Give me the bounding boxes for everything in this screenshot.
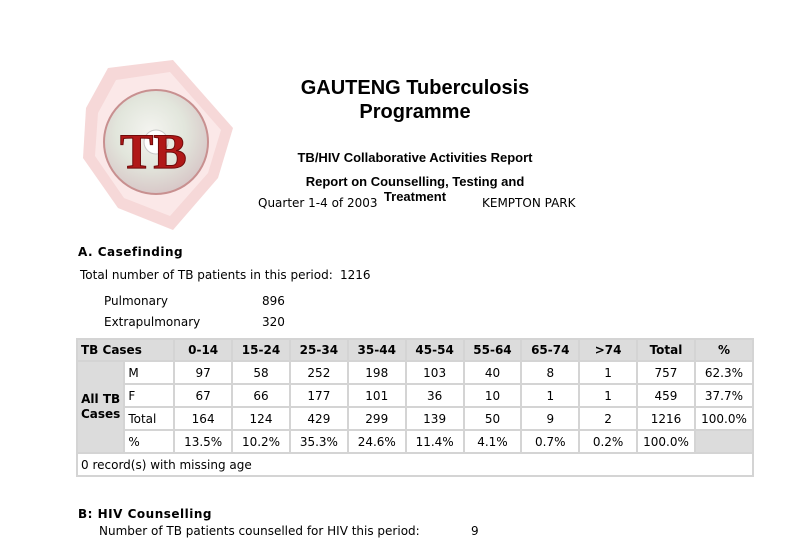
table-cell: 66 — [233, 385, 289, 406]
counselled-value: 9 — [471, 524, 479, 538]
missing-age-note: 0 record(s) with missing age — [78, 454, 752, 475]
header-age-15-24: 15-24 — [233, 340, 289, 360]
total-patients-value: 1216 — [340, 268, 371, 282]
header-percent: % — [696, 340, 752, 360]
table-cell: 9 — [522, 408, 578, 429]
table-cell: 40 — [465, 362, 521, 383]
table-cell: 62.3% — [696, 362, 752, 383]
table-cell: 429 — [291, 408, 347, 429]
table-cell: 100.0% — [696, 408, 752, 429]
table-cell: 1 — [580, 362, 636, 383]
table-cell: 177 — [291, 385, 347, 406]
table-cell: 100.0% — [638, 431, 694, 452]
header-age-25-34: 25-34 — [291, 340, 347, 360]
district-name: KEMPTON PARK — [482, 196, 576, 210]
table-cell: 8 — [522, 362, 578, 383]
header-total: Total — [638, 340, 694, 360]
table-cell: 97 — [175, 362, 231, 383]
header-age-35-44: 35-44 — [349, 340, 405, 360]
table-cell: 36 — [407, 385, 463, 406]
table-cell: 1 — [580, 385, 636, 406]
table-cell: 103 — [407, 362, 463, 383]
table-row-missing-note — [78, 454, 752, 475]
logo-text: TB — [120, 123, 187, 179]
pulmonary-label: Pulmonary — [104, 294, 168, 308]
group-label-line-1: All TB — [81, 392, 121, 406]
table-row-male — [78, 362, 752, 383]
table-cell: 37.7% — [696, 385, 752, 406]
table-cell: 252 — [291, 362, 347, 383]
tb-logo — [78, 58, 238, 233]
table-cell: 101 — [349, 385, 405, 406]
table-row-female — [78, 385, 752, 406]
subtitle-counselling: Report on Counselling, Testing and Treatment — [305, 174, 525, 204]
report-period: Quarter 1-4 of 2003 — [258, 196, 378, 210]
section-b-heading: B: HIV Counselling — [78, 507, 212, 521]
report-title — [280, 76, 550, 124]
header-age-over-74: >74 — [580, 340, 636, 360]
table-row-total — [78, 408, 752, 429]
table-cell: 67 — [175, 385, 231, 406]
table-cell: 124 — [233, 408, 289, 429]
title-line-1: GAUTENG Tuberculosis — [300, 77, 530, 99]
group-label-line-2: Cases — [81, 407, 121, 421]
table-cell: 13.5% — [175, 431, 231, 452]
row-label: M — [125, 362, 173, 383]
table-cell: 10 — [465, 385, 521, 406]
table-header-row — [78, 340, 752, 360]
extrapulmonary-label: Extrapulmonary — [104, 315, 201, 329]
extrapulmonary-value: 320 — [262, 315, 285, 329]
table-cell: 11.4% — [407, 431, 463, 452]
row-label: Total — [125, 408, 173, 429]
table-cell: 1 — [522, 385, 578, 406]
row-label: % — [125, 431, 173, 452]
table-cell: 299 — [349, 408, 405, 429]
table-cell: 0.7% — [522, 431, 578, 452]
table-cell: 2 — [580, 408, 636, 429]
header-age-45-54: 45-54 — [407, 340, 463, 360]
table-cell: 24.6% — [349, 431, 405, 452]
table-row-percent — [78, 431, 752, 452]
table-cell: 4.1% — [465, 431, 521, 452]
group-label-all-tb-cases — [78, 362, 123, 452]
table-cell: 58 — [233, 362, 289, 383]
header-tb-cases: TB Cases — [78, 340, 173, 360]
pulmonary-value: 896 — [262, 294, 285, 308]
section-a-heading: A. Casefinding — [78, 245, 184, 259]
row-label: F — [125, 385, 173, 406]
table-cell: 757 — [638, 362, 694, 383]
subtitle-collaborative: TB/HIV Collaborative Activities Report — [297, 150, 533, 165]
title-line-2: Programme — [359, 101, 471, 123]
table-cell: 50 — [465, 408, 521, 429]
tb-cases-table — [76, 338, 754, 477]
table-cell: 1216 — [638, 408, 694, 429]
table-cell: 10.2% — [233, 431, 289, 452]
header-age-0-14: 0-14 — [175, 340, 231, 360]
table-cell: 35.3% — [291, 431, 347, 452]
total-patients-label: Total number of TB patients in this period: — [80, 268, 333, 282]
table-cell: 459 — [638, 385, 694, 406]
counselled-label: Number of TB patients counselled for HIV this period: — [99, 524, 420, 538]
table-cell: 164 — [175, 408, 231, 429]
table-cell: 198 — [349, 362, 405, 383]
table-cell: 0.2% — [580, 431, 636, 452]
header-age-55-64: 55-64 — [465, 340, 521, 360]
table-cell: 139 — [407, 408, 463, 429]
header-age-65-74: 65-74 — [522, 340, 578, 360]
table-cell-empty — [696, 431, 752, 452]
